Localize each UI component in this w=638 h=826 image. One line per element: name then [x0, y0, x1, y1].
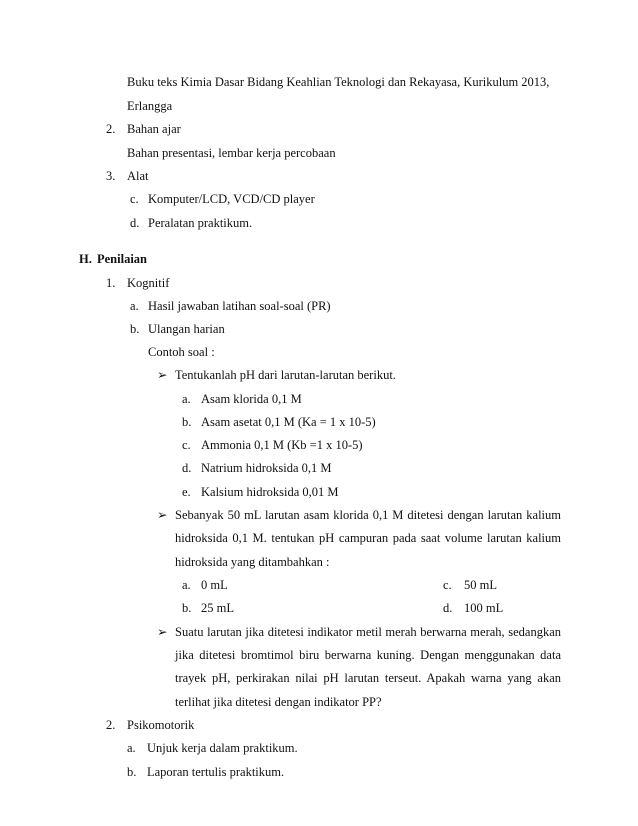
question-3-line: terlihat jika ditetesi dengan indikator PP? [175, 695, 382, 709]
psiko-item-text: Unjuk kerja dalam praktikum. [147, 741, 298, 755]
psiko-item-marker: a. [127, 741, 136, 755]
kognitif-item-text: Hasil jawaban latihan soal-soal (PR) [148, 299, 331, 313]
arrow-bullet-icon: ➢ [157, 368, 168, 382]
alat-number: 3. [106, 169, 116, 183]
option-marker: a. [182, 578, 191, 592]
option-marker: c. [443, 578, 452, 592]
kognitif-item-text: Ulangan harian [148, 322, 225, 336]
question-2-line: hidroksida 0,1 M. tentukan pH campuran pada saat volume larutan kalium [175, 531, 561, 545]
bahan-description: Bahan presentasi, lembar kerja percobaan [127, 146, 336, 160]
question-2-line: hidroksida yang ditambahkan : [175, 555, 330, 569]
psiko-item-text: Laporan tertulis praktikum. [147, 765, 285, 779]
option-marker: b. [182, 415, 192, 429]
arrow-bullet-icon: ➢ [157, 625, 168, 639]
contoh-soal-label: Contoh soal : [148, 345, 215, 359]
option-text: 25 mL [201, 601, 234, 615]
bahan-title: Bahan ajar [127, 122, 181, 136]
option-marker: d. [182, 461, 192, 475]
alat-item-text: Komputer/LCD, VCD/CD player [148, 192, 315, 206]
psiko-item-marker: b. [127, 765, 137, 779]
alat-item-text: Peralatan praktikum. [148, 216, 253, 230]
psiko-number: 2. [106, 718, 116, 732]
option-marker: e. [182, 485, 191, 499]
option-text: Asam klorida 0,1 M [201, 392, 302, 406]
kognitif-number: 1. [106, 276, 116, 290]
option-marker: b. [182, 601, 192, 615]
option-text: Natrium hidroksida 0,1 M [201, 461, 332, 475]
section-h-title: Penilaian [97, 252, 148, 266]
question-3-line: trayek pH, perkirakan nilai pH larutan terseut. Apakah warna yang akan [175, 671, 561, 685]
option-marker: a. [182, 392, 191, 406]
alat-item-marker: d. [130, 216, 140, 230]
option-marker: c. [182, 438, 191, 452]
bahan-number: 2. [106, 122, 116, 136]
option-text: 50 mL [464, 578, 497, 592]
question-2-line: Sebanyak 50 mL larutan asam klorida 0,1 M ditetesi dengan larutan kalium [175, 508, 561, 522]
option-text: 0 mL [201, 578, 228, 592]
kognitif-item-marker: b. [130, 322, 140, 336]
question-3-line: jika ditetesi bromtimol biru berwarna kuning. Dengan menggunakan data [175, 648, 561, 662]
option-text: Ammonia 0,1 M (Kb =1 x 10-5) [201, 438, 363, 452]
reference-line-1: Buku teks Kimia Dasar Bidang Keahlian Teknologi dan Rekayasa, Kurikulum 2013, [127, 75, 550, 89]
alat-title: Alat [127, 169, 149, 183]
question-1-text: Tentukanlah pH dari larutan-larutan berikut. [175, 368, 396, 382]
psiko-title: Psikomotorik [127, 718, 195, 732]
alat-item-marker: c. [130, 192, 139, 206]
section-h-label: H. [79, 252, 92, 266]
option-text: 100 mL [464, 601, 504, 615]
kognitif-title: Kognitif [127, 276, 170, 290]
option-marker: d. [443, 601, 453, 615]
question-3-line: Suatu larutan jika ditetesi indikator metil merah berwarna merah, sedangkan [175, 625, 561, 639]
option-text: Kalsium hidroksida 0,01 M [201, 485, 339, 499]
kognitif-item-marker: a. [130, 299, 139, 313]
reference-line-2: Erlangga [127, 99, 173, 113]
arrow-bullet-icon: ➢ [157, 508, 168, 522]
option-text: Asam asetat 0,1 M (Ka = 1 x 10-5) [201, 415, 376, 429]
